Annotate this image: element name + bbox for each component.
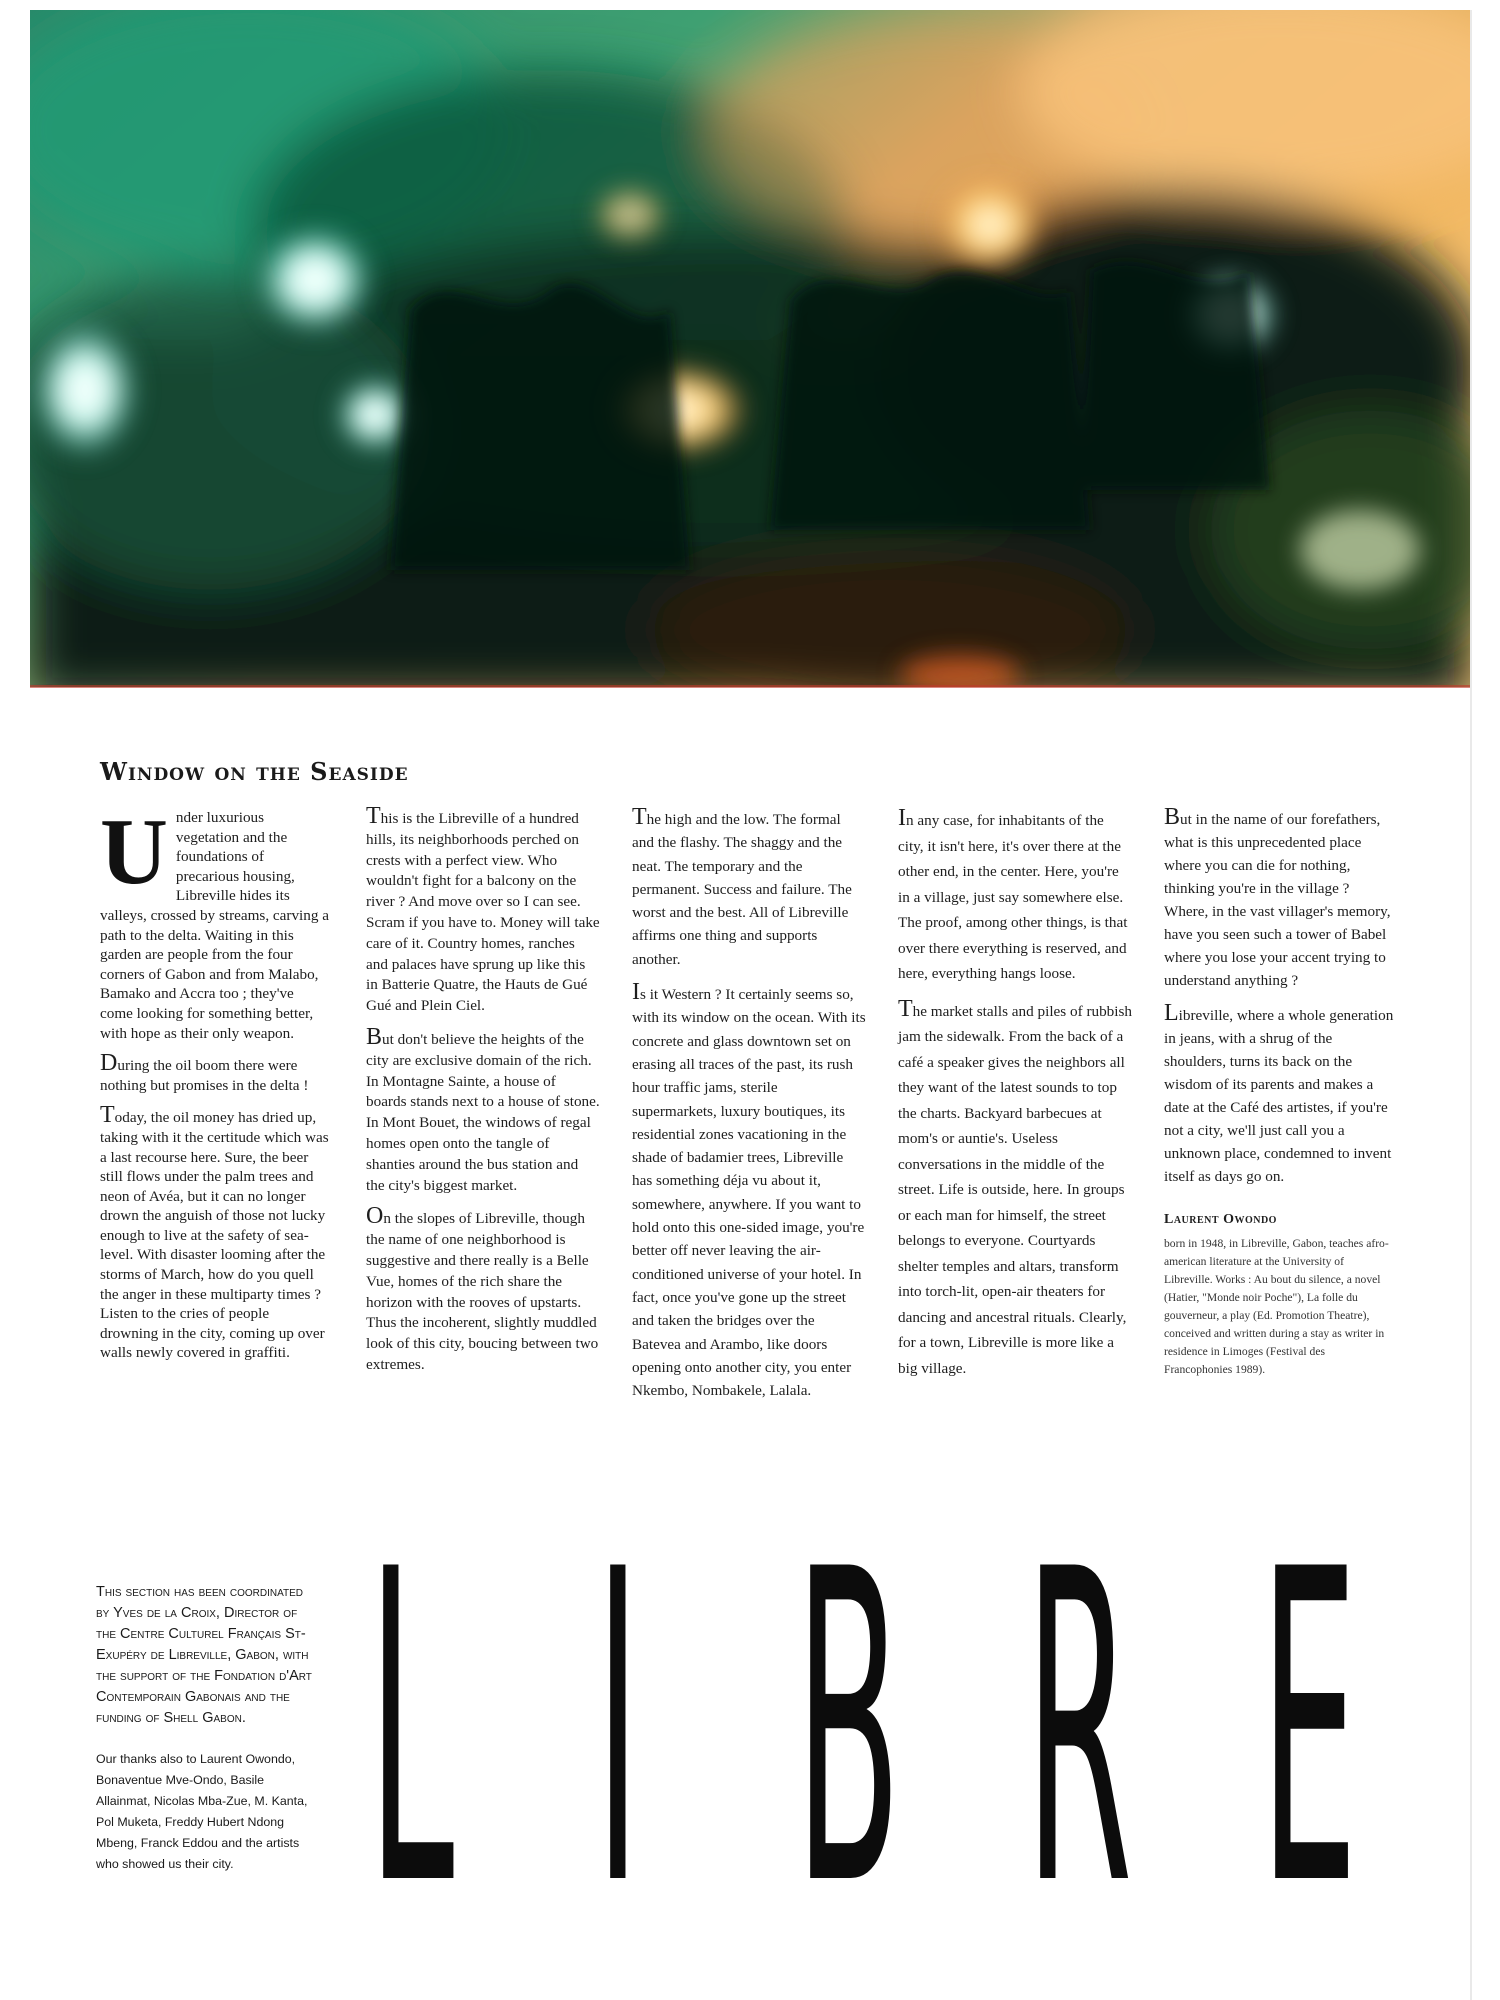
- paragraph-text: s it Western ? It certainly seems so, with its window on the ocean. With its concrete and glass downtown set on erasing all traces of the past, its rush hour traffic jams, sterile supermarkets, luxury boutiques, its residential zones vacationing in the shade of badamier trees, Libreville has something déja vu about it, somewhere, anywhere. If you want to hold onto this one-sided image, you're better off never leaving the air-conditioned universe of your hotel. In fact, once you've gone up the street and taken the bridges over the Batevea and Arambo, like doors opening onto another city, you enter Nkembo, Nombakele, Lalala.: [632, 986, 866, 1400]
- paragraph: [100, 1102, 330, 1363]
- paragraph-initial: I: [898, 805, 906, 831]
- paragraph-text: oday, the oil money has dried up, taking with it the certitude which was a last recourse here. Sure, the beer still flows under the palm trees and neon of Avéa, but it can no longer drown the anguish of those not lucky enough to live at the safety of sea-level. With disaster looming after the storms of March, how do you quell the anger in these multiparty times ? Listen to the cries of people drowning in the city, coming up over walls newly covered in graffiti.: [100, 1109, 329, 1362]
- paragraph-text: ut in the name of our forefathers, what is this unprecedented place where you can die for nothing, thinking you're in the village ? Where, in the vast villager's memory, have you seen such a tower of Babel where you lose your accent trying to understand anything ?: [1164, 811, 1391, 989]
- section-credits: [96, 1582, 318, 1895]
- page-edge-rule: [1470, 10, 1472, 2000]
- paragraph-text: n any case, for inhabitants of the city, it isn't here, it's over there at the other end, in the center. Here, you're in a village, just say somewhere else. The proof, among other things, is that over there everything is reserved, and here, everything hangs loose.: [898, 812, 1128, 982]
- paragraph-initial: B: [1164, 804, 1181, 830]
- coordination-credit: This section has been coordinated by Yves de la Croix, Director of the Centre Culturel Français St-Exupéry de Libreville, Gabon, with the support of the Fondation d'Art Contemporain Gabonais and the funding of Shell Gabon.: [96, 1584, 312, 1726]
- paragraph-text: his is the Libreville of a hundred hills, its neighborhoods perched on crests with a perfect view. Who wouldn't fight for a balcony on the river ? And move over so I can see. Scram if you have to. Money will take care of it. Country homes, ranches and palaces have sprung up like this in Batterie Quatre, the Hauts de Gué Gué and Plein Ciel.: [366, 810, 600, 1015]
- paragraph-initial: O: [366, 1203, 384, 1230]
- paragraph-initial: T: [100, 1102, 115, 1129]
- paragraph-initial: B: [366, 1023, 383, 1050]
- paragraph-text: uring the oil boom there were nothing but promises in the delta !: [100, 1057, 309, 1094]
- paragraph-text: n the slopes of Libreville, though the name of one neighborhood is suggestive and there really is a Belle Vue, homes of the rich share the horizon with the rooves of upstarts. Thus the incoherent, slightly muddled look of this city, boucing between two extremes.: [366, 1210, 599, 1373]
- paragraph: [366, 1203, 600, 1375]
- paragraph: [632, 804, 866, 971]
- paragraph-initial: D: [100, 1050, 118, 1077]
- headline-letter: E: [1260, 1480, 1358, 1980]
- headline-libre: [360, 1480, 1410, 1980]
- paragraph: [632, 979, 866, 1402]
- article-column-5: [1164, 804, 1394, 1379]
- paragraph-text: he market stalls and piles of rubbish jam the sidewalk. From the back of a café a speaker gives the neighbors all they want of the latest sounds to top the charts. Backyard barbecues at mom's or auntie's. Useless conversations in the middle of the street. Life is outside, here. In groups or each man for himself, the street belongs to everyone. Courtyards shelter temples and altars, transform into torch-lit, open-air theaters for dancing and ancestral rituals. Clearly, for a town, Libreville is more like a big village.: [898, 1002, 1133, 1377]
- article-title: Window on the Seaside: [100, 757, 409, 786]
- paragraph-text: ibreville, where a whole generation in jeans, with a shrug of the shoulders, turns its back on the wisdom of its parents and makes a date at the Café des artistes, if you're not a city, we'll just call you a unknown place, condemned to invent itself as days go on.: [1164, 1007, 1394, 1185]
- paragraph-initial: T: [898, 995, 913, 1022]
- headline-letter: R: [1025, 1480, 1133, 1980]
- drop-cap: U: [100, 800, 168, 904]
- paragraph-initial: L: [1164, 1000, 1179, 1026]
- author-bio: born in 1948, in Libreville, Gabon, teaches afro-american literature at the University of Libreville. Works : Au bout du silence, a novel (Hatier, "Monde noir Poche"), La folle du gouverneur, a play (Ed. Promotion Theatre), conceived and written during a stay as writer in residence in Limoges (Festival des Francophonies 1989).: [1164, 1237, 1389, 1376]
- paragraph-text: ut don't believe the heights of the city are exclusive domain of the rich. In Montagne Sainte, a house of boards stands next to a house of stone. In Mont Bouet, the windows of regal homes open onto the tangle of shanties around the bus station and the city's biggest market.: [366, 1030, 600, 1194]
- photo-bottom-edge: [30, 685, 1470, 688]
- paragraph: [366, 803, 600, 1017]
- thanks-credit: Our thanks also to Laurent Owondo, Bonaventue Mve-Ondo, Basile Allainmat, Nicolas Mba-Zue, M. Kanta, Pol Muketa, Freddy Hubert Ndong Mbeng, Franck Eddou and the artists who showed us their city.: [96, 1752, 308, 1871]
- author-name: Laurent Owondo: [1164, 1212, 1277, 1227]
- paragraph-text: he high and the low. The formal and the flashy. The shaggy and the neat. The temporary and the permanent. Success and failure. The worst and the best. All of Libreville affirms one thing and supports another.: [632, 811, 852, 968]
- article-column-1: [100, 800, 330, 1375]
- paragraph-initial: I: [632, 979, 640, 1006]
- headline-letter: L: [368, 1480, 455, 1980]
- paragraph-initial: T: [632, 804, 647, 830]
- headline-letter: I: [595, 1480, 641, 1980]
- paragraph: [100, 1050, 330, 1095]
- paragraph-text: nder luxurious vegetation and the foundations of precarious housing, Libreville hides its valleys, crossed by streams, carving a path to the delta. Waiting in this garden are people from the four corners of Gabon and from Malabo, Bamako and Accra too ; they've come looking for something better, with hope as their only weapon.: [100, 809, 330, 1042]
- hero-photo: [30, 10, 1470, 687]
- paragraph: [1164, 804, 1394, 992]
- article-column-4: [898, 805, 1133, 1393]
- paragraph: [100, 800, 330, 1043]
- paragraph: [1164, 1000, 1394, 1188]
- article-column-3: [632, 804, 866, 1414]
- paragraph: [898, 805, 1132, 987]
- blurred-night-foliage-image: [30, 10, 1470, 687]
- paragraph: [898, 995, 1133, 1382]
- headline-letter: B: [795, 1480, 902, 1980]
- article-column-2: [366, 803, 600, 1388]
- paragraph: [366, 1023, 600, 1196]
- paragraph-initial: T: [366, 803, 381, 829]
